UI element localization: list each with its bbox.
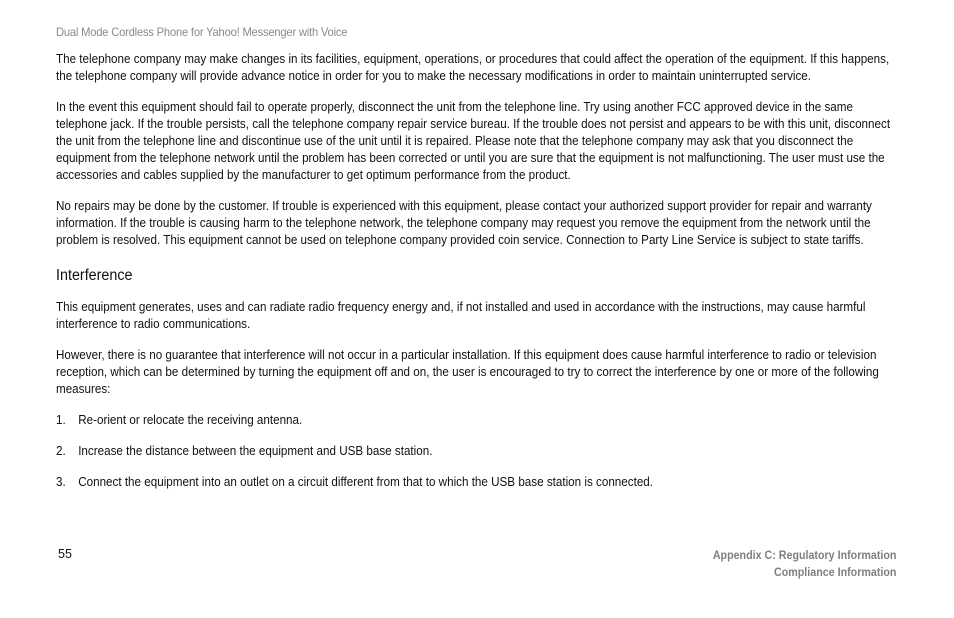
paragraph-equipment-failure: In the event this equipment should fail to operate properly, disconnect the unit from the telephone line. Try using another FCC approved device in the same telephone jack. If the trouble persists, call the telephone company repair service bureau. If the trouble does not persist and appears to be with this unit, disconnect the unit from the telephone line and discontinue use of the unit until it is repaired. Please note that the telephone company may ask that you disconnect the equipment from the telephone network until the problem has been corrected or until you are sure that the equipment is not malfunctioning. The user must use the accessories and cables supplied by the manufacturer to get optimum performance from the product. — [56, 100, 891, 182]
paragraph-interference-measures-intro: However, there is no guarantee that interference will not occur in a particular installation. If this equipment does cause harmful interference to radio or television reception, which can be determined by turning the equipment off and on, the user is encouraged to try to correct the interference by one or more of the following measures: — [56, 348, 879, 396]
footer-section: Appendix C: Regulatory Information — [712, 550, 896, 562]
footer-section-info — [712, 548, 896, 582]
list-item-text: Increase the distance between the equipment and USB base station. — [78, 444, 433, 458]
page-content — [56, 51, 893, 505]
list-item-text: Connect the equipment into an outlet on a circuit different from that to which the USB base station is connected. — [78, 475, 654, 489]
paragraph-service-changes: The telephone company may make changes in its facilities, equipment, operations, or procedures that could affect the operation of the equipment. If this happens, the telephone company will provide advance notice in order for you to make the necessary modifications in order to maintain uninterrupted service. — [56, 52, 890, 83]
paragraph-repairs: No repairs may be done by the customer. If trouble is experienced with this equipment, please contact your authorized support provider for repair and warranty information. If the trouble is causing harm to the telephone network, the telephone company may request you remove the equipment from the network until the problem is resolved. This equipment cannot be used on telephone company provided coin service. Connection to Party Line Service is subject to state tariffs. — [56, 199, 872, 247]
running-header: Dual Mode Cordless Phone for Yahoo! Messenger with Voice — [56, 25, 348, 39]
list-item-number: 3. — [56, 475, 66, 489]
list-item — [56, 474, 893, 491]
list-item — [56, 412, 893, 429]
list-item-number: 1. — [56, 413, 66, 427]
list-item — [56, 443, 893, 460]
paragraph-interference-warning: This equipment generates, uses and can radiate radio frequency energy and, if not installed and used in accordance with the instructions, may cause harmful interference to radio communications. — [56, 300, 866, 331]
section-heading-interference: Interference — [56, 267, 133, 284]
list-item-text: Re-orient or relocate the receiving antenna. — [78, 413, 303, 427]
list-item-number: 2. — [56, 444, 66, 458]
page-number: 55 — [58, 547, 72, 561]
measures-list — [56, 412, 893, 491]
footer-subsection: Compliance Information — [773, 567, 896, 579]
